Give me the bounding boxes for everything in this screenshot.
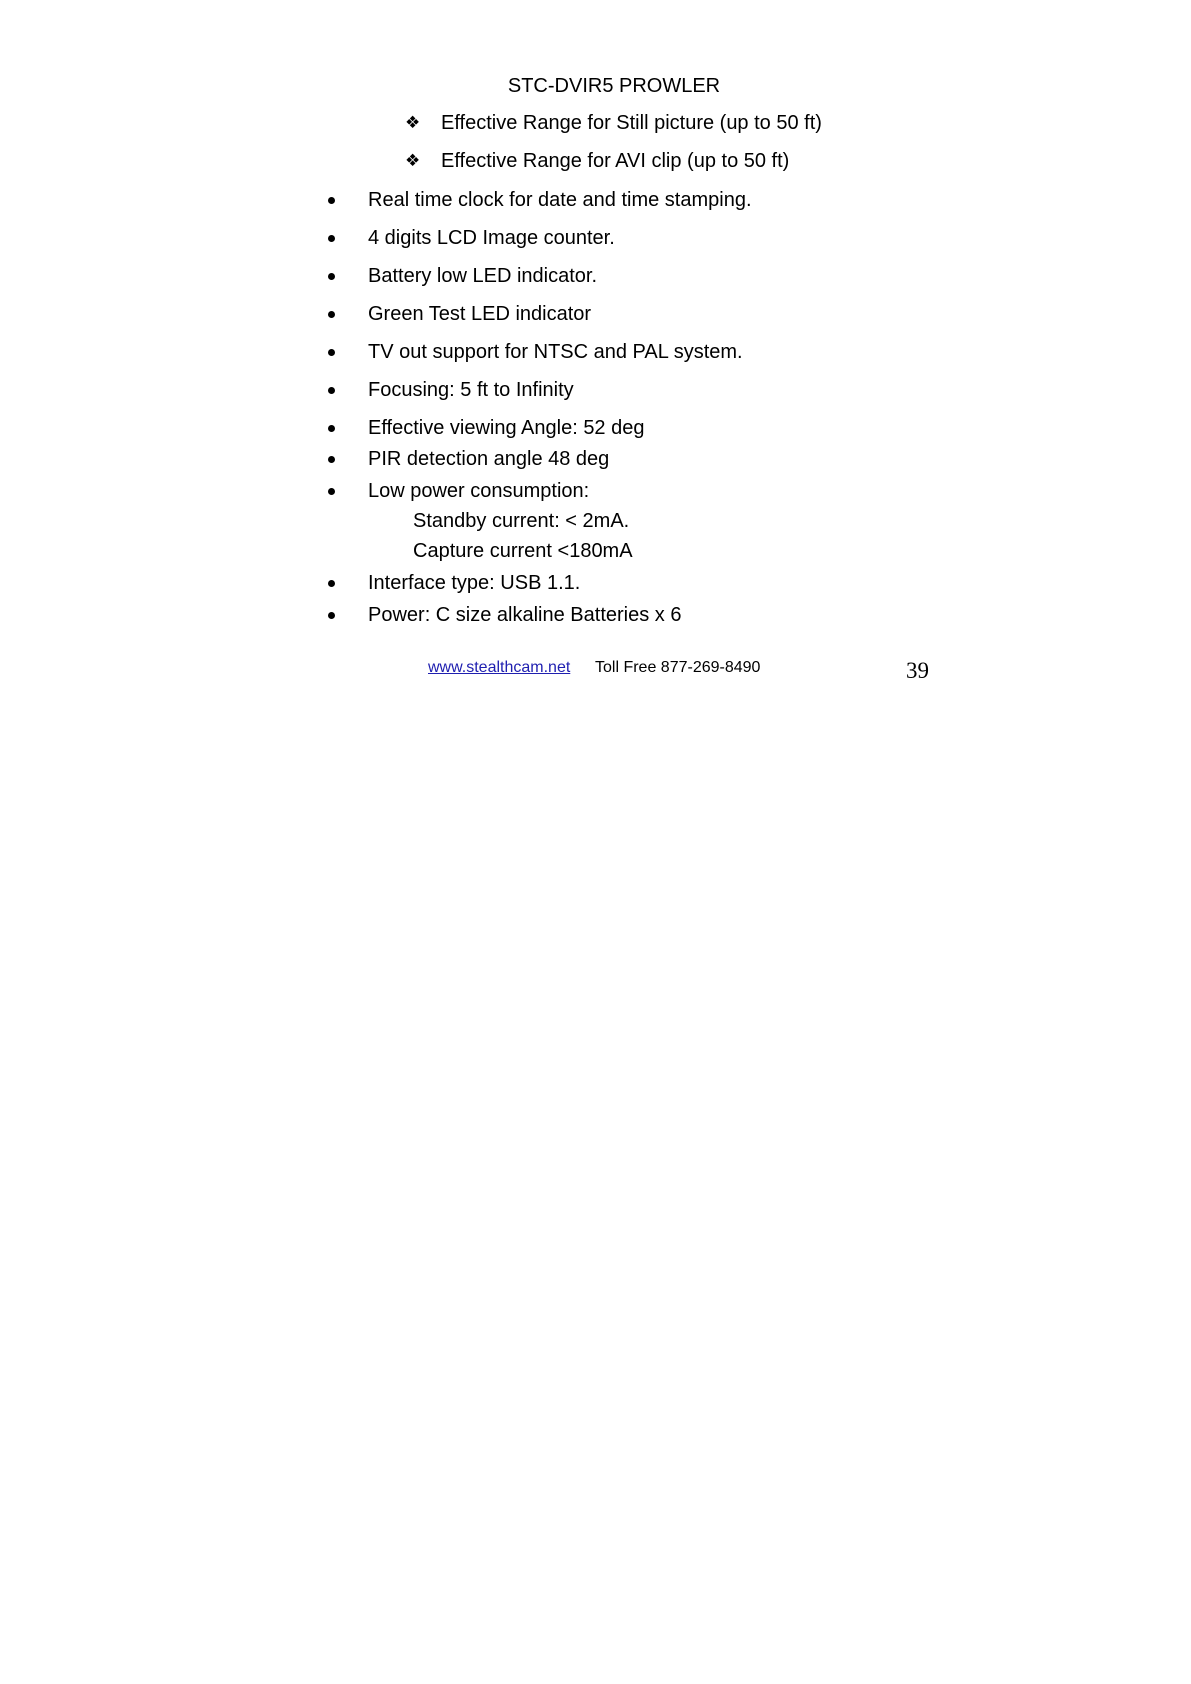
bullet-dot-icon <box>328 425 335 432</box>
bullet-dot-icon <box>328 197 335 204</box>
power-detail-capture: Capture current <180mA <box>413 540 633 562</box>
bullet-dot-icon <box>328 387 335 394</box>
bullet-text: Real time clock for date and time stamping. <box>368 189 752 211</box>
bullet-text: Focusing: 5 ft to Infinity <box>368 379 574 401</box>
bullet-text: Green Test LED indicator <box>368 303 592 325</box>
bullet-text: Low power consumption: <box>368 480 590 502</box>
page-number: 39 <box>906 658 929 683</box>
website-link[interactable]: www.stealthcam.net <box>428 659 571 676</box>
bullet-dot-icon <box>328 273 335 280</box>
bullet-dot-icon <box>328 580 335 587</box>
bullet-dot-icon <box>328 235 335 242</box>
bullet-dot-icon <box>328 349 335 356</box>
bullet-dot-icon <box>328 311 335 318</box>
bullet-text: TV out support for NTSC and PAL system. <box>368 341 743 363</box>
diamond-bullet-icon: ❖ <box>405 151 421 171</box>
bullet-text: Battery low LED indicator. <box>368 265 597 287</box>
bullet-text: PIR detection angle 48 deg <box>368 448 610 470</box>
bullet-dot-icon <box>328 456 335 463</box>
bullet-text: 4 digits LCD Image counter. <box>368 227 615 249</box>
bullet-dot-icon <box>328 612 335 619</box>
sub-item-text: Effective Range for AVI clip (up to 50 ft) <box>441 150 790 172</box>
bullet-dot-icon <box>328 488 335 495</box>
toll-free-phone: Toll Free 877-269-8490 <box>595 659 761 676</box>
power-detail-standby: Standby current: < 2mA. <box>413 510 630 532</box>
bullet-text: Effective viewing Angle: 52 deg <box>368 417 645 439</box>
bullet-text: Interface type: USB 1.1. <box>368 572 581 594</box>
bullet-text: Power: C size alkaline Batteries x 6 <box>368 604 682 626</box>
diamond-bullet-icon: ❖ <box>405 113 421 133</box>
sub-item-text: Effective Range for Still picture (up to 50 ft) <box>441 112 822 134</box>
page-header-title: STC-DVIR5 PROWLER <box>507 75 721 97</box>
